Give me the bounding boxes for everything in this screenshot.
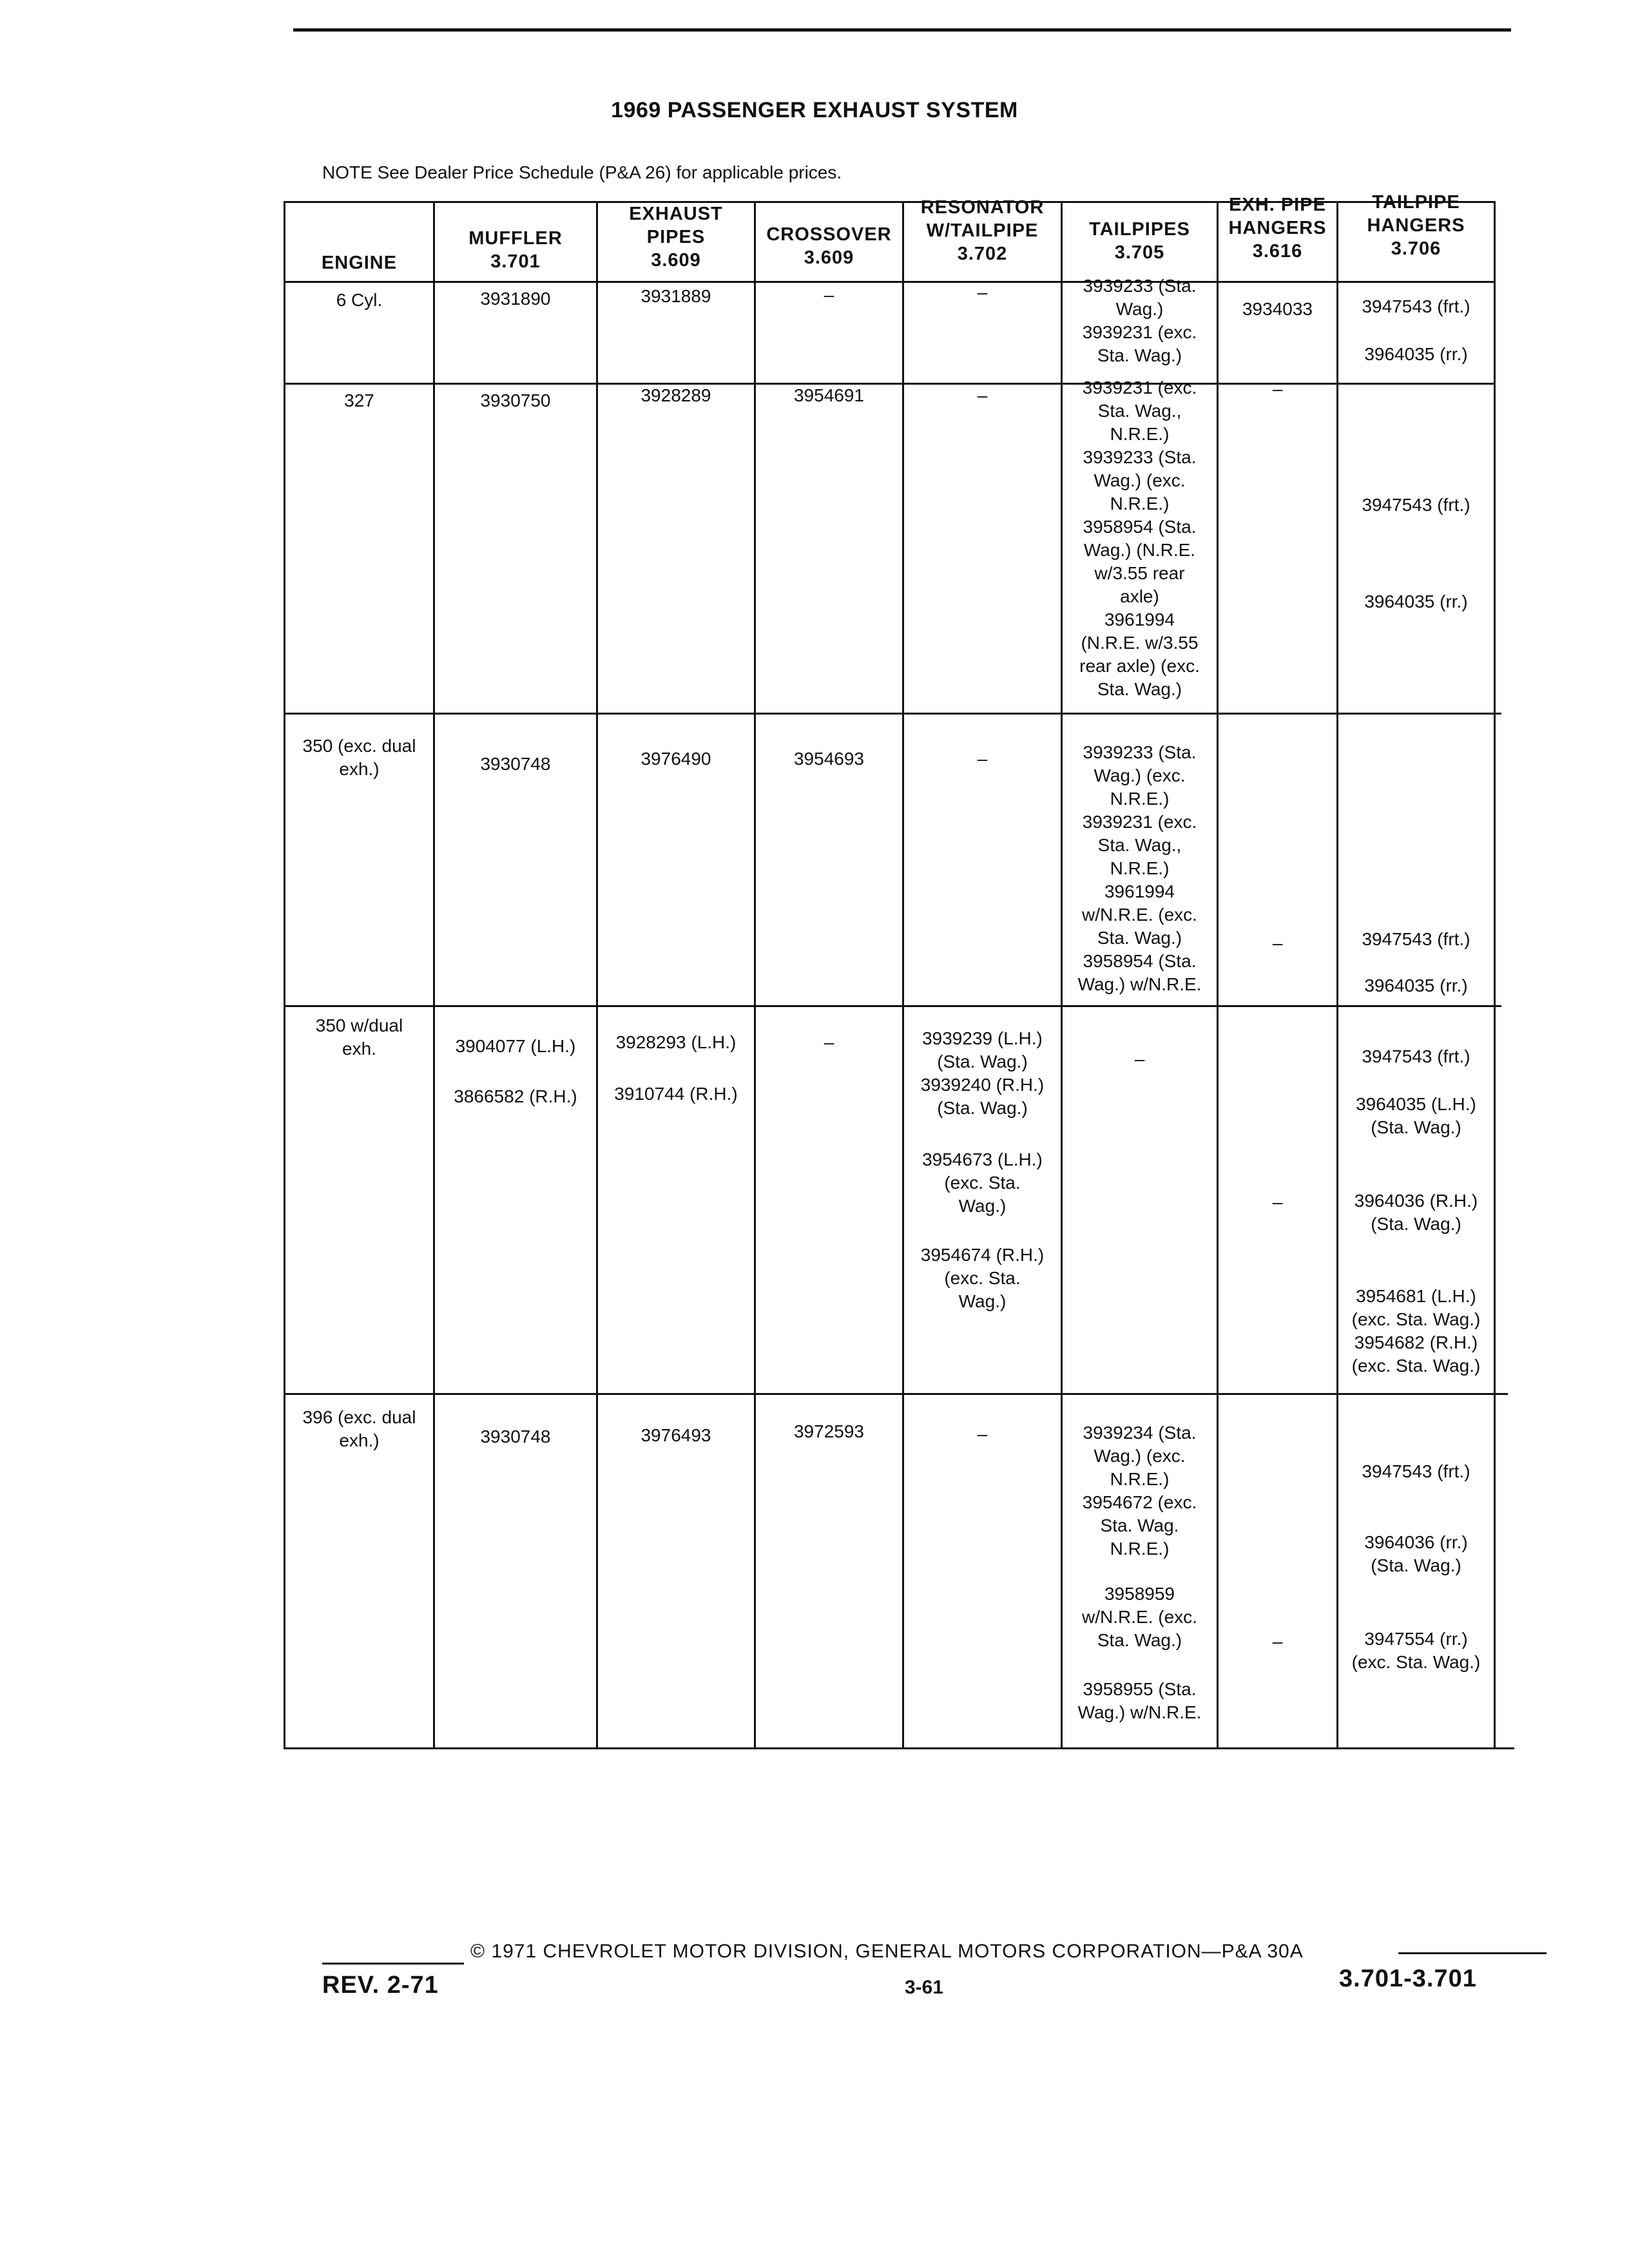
col-divider (902, 201, 904, 1749)
row-350dual-resonator-lh: 3954673 (L.H.) (exc. Sta. Wag.) (922, 1149, 1043, 1216)
row-350dual-exhaust-lh: 3928293 (L.H.) (615, 1032, 737, 1052)
row-327-engine: 327 (344, 390, 374, 410)
header-engine: ENGINE (321, 253, 398, 273)
row-350dual-resonator-sta: 3939239 (L.H.) (Sta. Wag.) 3939240 (R.H.) (Sta. Wag.) (920, 1028, 1045, 1118)
footer-rule-left (322, 1963, 464, 1965)
row-6cyl-tailpipes: 3939233 (Sta. Wag.) 3939231 (exc. Sta. Wag.) (1082, 276, 1197, 365)
row-396-tail-hangers-rr-exc: 3947554 (rr.) (exc. Sta. Wag.) (1351, 1629, 1481, 1672)
row-350dual-exh-hangers: – (1272, 1192, 1283, 1212)
row-396-tailpipes-a: 3939234 (Sta. Wag.) (exc. N.R.E.) 3954672 (exc. Sta. Wag. N.R.E.) (1082, 1423, 1197, 1559)
row-396-tailpipes-b: 3958959 w/N.R.E. (exc. Sta. Wag.) (1082, 1584, 1197, 1650)
row-6cyl-crossover: – (824, 285, 834, 305)
row-350dual-tail-hangers-exc: 3954681 (L.H.) (exc. Sta. Wag.) 3954682 (R.H.) (exc. Sta. Wag.) (1351, 1286, 1481, 1376)
col-divider (433, 201, 435, 1749)
footer-copyright: © 1971 CHEVROLET MOTOR DIVISION, GENERAL MOTORS CORPORATION—P&A 30A (470, 1941, 1304, 1962)
header-muffler: MUFFLER 3.701 (468, 228, 563, 272)
row-327-tailpipes: 3939231 (exc. Sta. Wag., N.R.E.) 3939233 (Sta. Wag.) (exc. N.R.E.) 3958954 (Sta. Wag.) (N.R.E. w/3.55 rear axle) 3961994 (N.R.E. w/3.55 rear axle) (exc. Sta. Wag.) (1079, 378, 1200, 699)
section-number: 3.701-3.701 (1339, 1965, 1477, 1992)
row-6cyl-tail-hangers-rr: 3964035 (rr.) (1364, 344, 1468, 364)
page-number: 3-61 (905, 1977, 944, 1998)
col-divider (754, 201, 756, 1749)
row-327-tail-hangers-rr: 3964035 (rr.) (1364, 591, 1468, 611)
row-396-tail-hangers-rr-sta: 3964036 (rr.) (Sta. Wag.) (1364, 1532, 1468, 1575)
row-396-exh-hangers: – (1272, 1631, 1283, 1651)
row-6cyl-muffler: 3931890 (480, 289, 551, 309)
page-title: 1969 PASSENGER EXHAUST SYSTEM (611, 98, 1018, 122)
row-350-exhaust-pipes: 3976490 (641, 749, 711, 769)
col-divider (1494, 201, 1496, 1749)
row-6cyl-engine: 6 Cyl. (336, 290, 383, 310)
row-350dual-exhaust-rh: 3910744 (R.H.) (614, 1084, 738, 1104)
revision-label: REV. 2-71 (322, 1972, 439, 1999)
row-327-crossover: 3954691 (793, 385, 864, 405)
row-350dual-resonator-rh: 3954674 (R.H.) (exc. Sta. Wag.) (920, 1245, 1045, 1311)
row-350dual-tail-hangers-rh: 3964036 (R.H.) (Sta. Wag.) (1354, 1191, 1478, 1234)
row-350-engine: 350 (exc. dual exh.) (302, 736, 416, 779)
row-327-exhaust-pipes: 3928289 (641, 385, 711, 405)
table-bottom-rule (284, 1747, 1514, 1749)
row-396-muffler: 3930748 (480, 1427, 551, 1446)
row-350-exh-hangers: – (1272, 933, 1283, 953)
top-rule (293, 28, 1511, 32)
header-bottom-rule (284, 281, 1495, 283)
row-396-engine: 396 (exc. dual exh.) (302, 1407, 416, 1450)
row-6cyl-resonator: – (977, 282, 988, 302)
header-exhaust-pipes: EXHAUST PIPES 3.609 (629, 204, 723, 271)
row-396-tail-hangers-frt: 3947543 (frt.) (1362, 1461, 1470, 1481)
row-396-crossover: 3972593 (793, 1421, 864, 1441)
row-327-resonator: – (977, 385, 988, 405)
header-tailpipes: TAILPIPES 3.705 (1089, 219, 1190, 263)
row-350dual-tailpipes: – (1134, 1049, 1145, 1069)
row-327-muffler: 3930750 (480, 390, 551, 410)
row-327-exh-hangers: – (1272, 379, 1283, 399)
row-350dual-muffler-lh: 3904077 (L.H.) (455, 1036, 576, 1056)
col-divider (284, 201, 285, 1749)
row-327-tail-hangers-frt: 3947543 (frt.) (1362, 495, 1470, 515)
row-6cyl-exhaust-pipes: 3931889 (641, 286, 711, 306)
row-350-tail-hangers-frt: 3947543 (frt.) (1362, 929, 1470, 949)
row-350-crossover: 3954693 (793, 749, 864, 769)
col-divider (596, 201, 598, 1749)
row-divider (284, 1005, 1501, 1007)
header-crossover: CROSSOVER 3.609 (766, 224, 892, 268)
row-350dual-engine: 350 w/dual exh. (315, 1015, 403, 1059)
row-6cyl-tail-hangers-frt: 3947543 (frt.) (1362, 296, 1470, 316)
row-396-exhaust-pipes: 3976493 (641, 1425, 711, 1445)
row-350dual-tail-hangers-frt: 3947543 (frt.) (1362, 1046, 1470, 1066)
header-resonator: RESONATOR W/TAILPIPE 3.702 (920, 197, 1045, 264)
row-divider (284, 713, 1501, 715)
row-divider (284, 1393, 1508, 1395)
footer-rule-right (1398, 1952, 1547, 1954)
row-350-resonator: – (977, 749, 988, 769)
row-350-tail-hangers-rr: 3964035 (rr.) (1364, 975, 1468, 995)
row-350-tailpipes: 3939233 (Sta. Wag.) (exc. N.R.E.) 3939231 (exc. Sta. Wag., N.R.E.) 3961994 w/N.R.E. (exc. Sta. Wag.) 3958954 (Sta. Wag.) w/N.R.E. (1077, 742, 1202, 994)
header-tailpipe-hangers: TAILPIPE HANGERS 3.706 (1367, 192, 1465, 259)
price-note: NOTE See Dealer Price Schedule (P&A 26) for applicable prices. (322, 162, 842, 182)
row-350-muffler: 3930748 (480, 754, 551, 774)
row-396-resonator: – (977, 1424, 988, 1444)
row-350dual-muffler-rh: 3866582 (R.H.) (454, 1086, 577, 1106)
col-divider (1217, 201, 1219, 1749)
row-396-tailpipes-c: 3958955 (Sta. Wag.) w/N.R.E. (1077, 1679, 1202, 1722)
row-350dual-crossover: – (824, 1032, 834, 1052)
header-exh-pipe-hangers: EXH. PIPE HANGERS 3.616 (1228, 195, 1327, 262)
row-350dual-tail-hangers-lh: 3964035 (L.H.) (Sta. Wag.) (1356, 1094, 1476, 1137)
row-6cyl-exh-hangers: 3934033 (1242, 299, 1313, 319)
